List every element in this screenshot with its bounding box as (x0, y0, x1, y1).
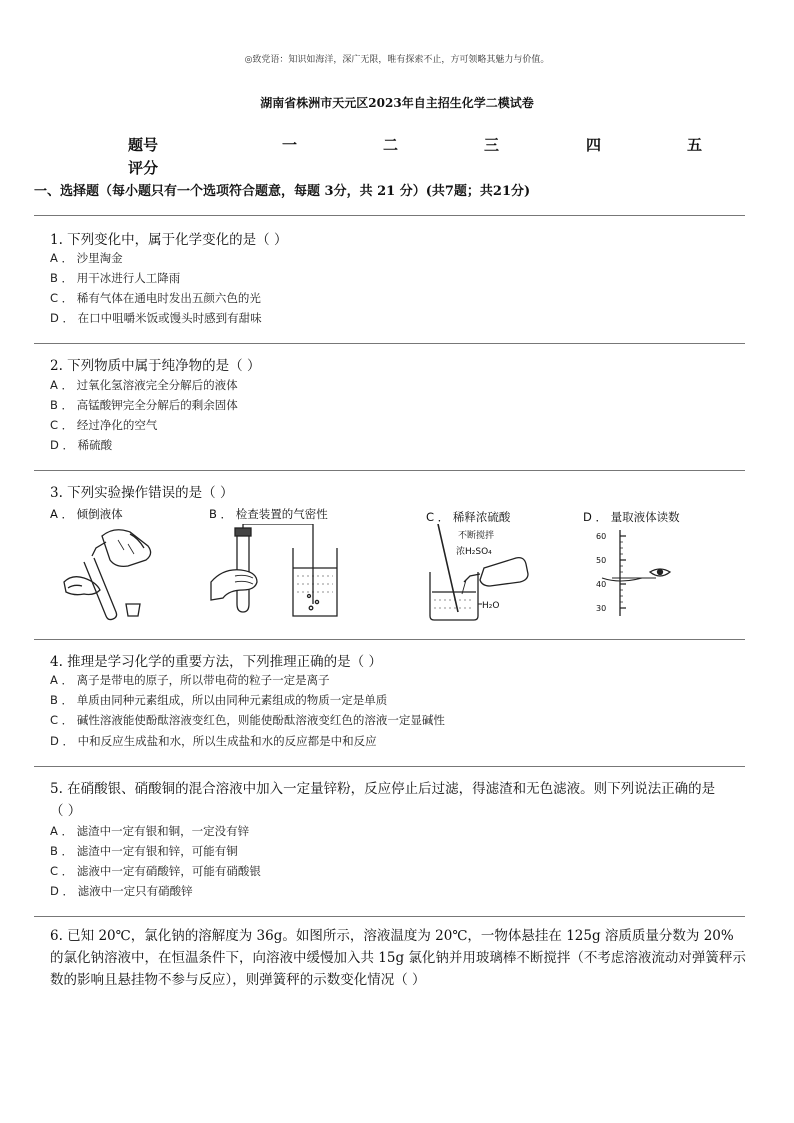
question-1-stem: 1. 下列变化中，属于化学变化的是（ ） (50, 232, 288, 248)
question-2-option-a: A ． 过氧化氢溶液完全分解后的液体 (50, 378, 238, 392)
question-4-stem: 4. 推理是学习化学的重要方法，下列推理正确的是（ ） (50, 654, 382, 670)
figure-d-tick-40: 40 (596, 580, 607, 589)
figure-d-tick-50: 50 (596, 556, 607, 565)
question-1-option-b: B ． 用干冰进行人工降雨 (50, 271, 181, 285)
score-table-col-2: 二 (383, 136, 399, 154)
question-2-option-d: D ． 稀硫酸 (50, 438, 113, 452)
divider (34, 916, 745, 917)
question-3-stem: 3. 下列实验操作错误的是（ ） (50, 485, 234, 501)
question-4-option-b: B ． 单质由同种元素组成，所以由同种元素组成的物质一定是单质 (50, 693, 388, 707)
question-1-option-d: D ． 在口中咀嚼米饭或馒头时感到有甜味 (50, 311, 262, 325)
section-heading: 一、选择题（每小题只有一个选项符合题意，每题 3分，共 21 分）(共7题；共21分) (34, 184, 531, 199)
score-table-header-question: 题号 (128, 136, 159, 154)
page-title: 湖南省株洲市天元区2023年自主招生化学二模试卷 (260, 96, 534, 110)
divider (34, 766, 745, 767)
question-4-option-a: A ． 离子是带电的原子，所以带电荷的粒子一定是离子 (50, 673, 330, 687)
figure-a-pouring-liquid (44, 524, 162, 624)
divider (34, 343, 745, 344)
question-4-option-c: C ． 碱性溶液能使酚酞溶液变红色，则能使酚酞溶液变红色的溶液一定显碱性 (50, 713, 445, 727)
divider (34, 639, 745, 640)
question-5-option-d: D ． 滤液中一定只有硝酸锌 (50, 884, 193, 898)
motto-line: ◎致党语：知识如海洋，深广无限，唯有探索不止，方可领略其魅力与价值。 (244, 55, 550, 65)
question-4-option-d: D ． 中和反应生成盐和水，所以生成盐和水的反应都是中和反应 (50, 734, 377, 748)
question-5-stem-bracket: （ ） (50, 803, 82, 819)
question-5-stem: 5. 在硝酸银、硝酸铜的混合溶液中加入一定量锌粉，反应停止后过滤，得滤渣和无色滤液。则下列说法正确的是 (50, 781, 716, 797)
figure-c-label: C ． 稀释浓硫酸 (426, 510, 511, 524)
question-2-stem: 2. 下列物质中属于纯净物的是（ ） (50, 358, 261, 374)
question-1-option-c: C ． 稀有气体在通电时发出五颜六色的光 (50, 291, 261, 305)
question-5-option-a: A ． 滤渣中一定有银和铜，一定没有锌 (50, 824, 250, 838)
figure-c-acid-label: 浓H₂SO₄ (456, 547, 492, 557)
question-2-option-b: B ． 高锰酸钾完全分解后的剩余固体 (50, 398, 238, 412)
score-table-row-label: 评分 (128, 159, 159, 177)
figure-d-label: D ． 量取液体读数 (583, 510, 680, 524)
question-5-option-b: B ． 滤渣中一定有银和锌，可能有铜 (50, 844, 238, 858)
score-table-col-4: 四 (586, 136, 602, 154)
divider (34, 215, 745, 216)
score-table-col-5: 五 (687, 136, 703, 154)
figure-d-tick-60: 60 (596, 532, 607, 541)
score-table-col-1: 一 (282, 136, 298, 154)
figure-d-tick-30: 30 (596, 604, 607, 613)
figure-b-label: B ． 检查装置的气密性 (209, 507, 328, 521)
score-table-col-3: 三 (484, 136, 500, 154)
question-6-stem: 6. 已知 20℃，氯化钠的溶解度为 36g。如图所示，溶液温度为 20℃，一物体悬挂在 125g 溶质质量分数为 20%的氯化钠溶液中，在恒温条件下，向溶液中缓慢加入共 15g 氯化钠并用玻璃棒不断搅拌（不考虑溶液流动对弹簧秤示数的影响且悬挂物不参与反应），则弹簧秤的示数变化情况（ ） (50, 928, 746, 988)
figure-c-diluting-acid (420, 524, 530, 624)
figure-c-water-label: H₂O (482, 601, 500, 611)
figure-d-cylinder-reading (590, 526, 690, 620)
figure-c-stir-label: 不断搅拌 (458, 531, 495, 541)
divider (34, 470, 745, 471)
figure-b-airtightness-check (205, 524, 355, 624)
question-2-option-c: C ． 经过净化的空气 (50, 418, 158, 432)
question-5-option-c: C ． 滤液中一定有硝酸锌，可能有硝酸银 (50, 864, 261, 878)
question-1-option-a: A ． 沙里淘金 (50, 251, 123, 265)
figure-a-label: A ． 倾倒液体 (50, 507, 123, 521)
